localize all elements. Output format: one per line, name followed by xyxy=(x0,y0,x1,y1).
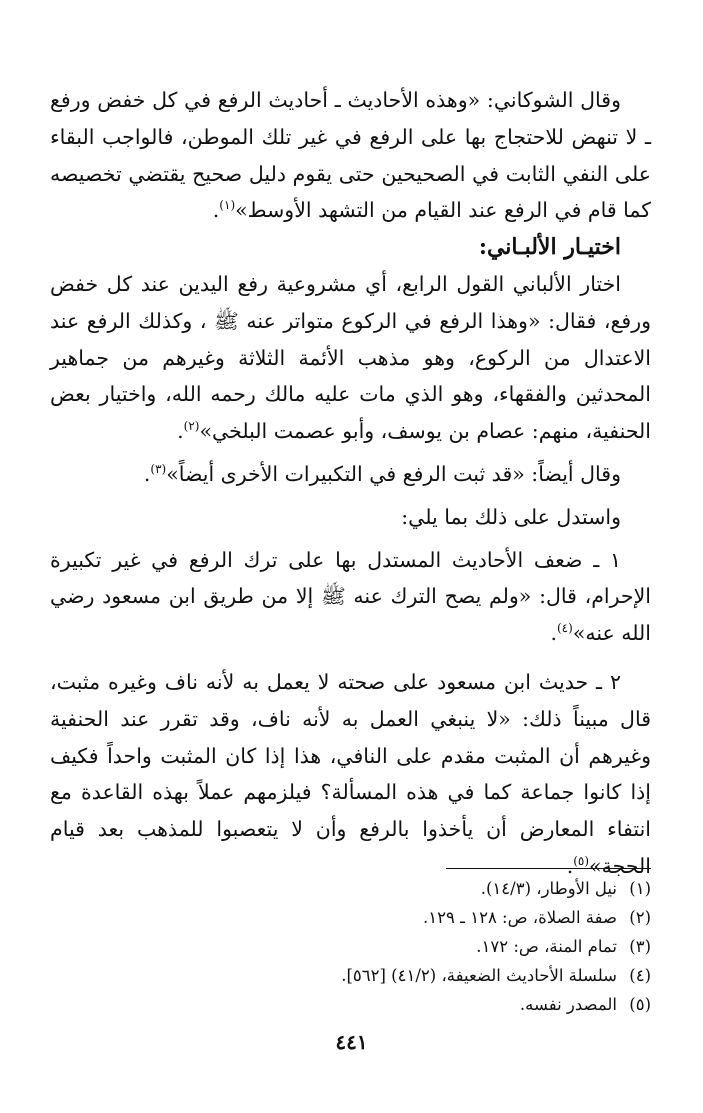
paragraph-albani-also xyxy=(50,456,651,493)
paragraph-text: ٢ ـ حديث ابن مسعود على صحته لا يعمل به لأنه ناف وغيره مثبت، قال مبيناً ذلك: «لا ينبغي العمل به لأنه ناف، وقد تقرر عند الحنفية وغيرهم أن المثبت مقدم على النافي، هذا إذا كان المثبت واحداً فكيف إذا كانوا جماعة كما في هذه المسألة؟ فيلزمهم عملاً بهذه القاعدة مع انتفاء المعارض أن يأخذوا بالرفع وأن لا يتعصبوا للمذهب بعد قيام الحجة» xyxy=(50,669,651,878)
footnote-text: سلسلة الأحاديث الضعيفة، (٤١/٢) [٥٦٢]. xyxy=(341,966,617,985)
footnote-number: (٢) xyxy=(629,908,651,927)
paragraph-shawkani-quote xyxy=(50,82,651,229)
footnote-ref-2[interactable]: (٢) xyxy=(183,419,200,434)
footnote-ref-4[interactable]: (٤) xyxy=(556,621,573,636)
footnote-ref-3[interactable]: (٣) xyxy=(150,462,167,477)
footnote-divider xyxy=(446,868,651,869)
page-number: ٤٤١ xyxy=(335,1030,368,1054)
footnote-text: نيل الأوطار، (١٤/٣). xyxy=(480,879,617,898)
footnote-number: (٥) xyxy=(629,995,651,1014)
paragraph-point-2 xyxy=(50,664,651,885)
paragraph-text: وقال الشوكاني: «وهذه الأحاديث ـ أحاديث الرفع في كل خفض ورفع ـ لا تنهض للاحتجاج بها على الرفع في غير تلك الموطن، فالواجب البقاء على النفي الثابت في الصحيحين حتى يقوم دليل صحيح يقتضي تخصيصه كما قام في الرفع عند القيام من التشهد الأوسط» xyxy=(50,88,651,223)
footnote-number: (٣) xyxy=(629,937,651,956)
period: . xyxy=(212,198,220,223)
main-text xyxy=(50,82,651,885)
footnote-ref-1[interactable]: (١) xyxy=(219,198,236,213)
paragraph-evidence-intro: واستدل على ذلك بما يلي: xyxy=(401,504,621,529)
footnote-number: (١) xyxy=(629,879,651,898)
footnote-item xyxy=(50,990,651,1019)
footnote-item xyxy=(50,932,651,961)
footnote-number: (٤) xyxy=(629,966,651,985)
period: . xyxy=(143,461,151,486)
paragraph-text: وقال أيضاً: «قد ثبت الرفع في التكبيرات الأخرى أيضاً» xyxy=(166,461,621,486)
period: . xyxy=(550,621,557,646)
paragraph-text: اختار الألباني القول الرابع، أي مشروعية رفع اليدين عند كل خفض ورفع، فقال: «وهذا الرفع في الركوع متواتر عنه ﷺ ، وكذلك الرفع عند الاعتدال من الركوع، وهو مذهب الأئمة الثلاثة وغيرهم من جماهير المحدثين والفقهاء، وهو الذي مات عليه مالك رحمه الله، واختيار بعض الحنفية، منهم: عصام بن يوسف، وأبو عصمت البلخي» xyxy=(50,271,652,444)
section-heading: اختيـار الألبـاني: xyxy=(478,234,621,261)
footnote-text: صفة الصلاة، ص: ١٢٨ ـ ١٢٩. xyxy=(423,908,617,927)
paragraph-text: ١ ـ ضعف الأحاديث المستدل بها على ترك الرفع في غير تكبيرة الإحرام، قال: «ولم يصح الترك عنه ﷺ إلا من طريق ابن مسعود رضي الله عنه» xyxy=(50,547,651,646)
footnote-ref-5[interactable]: (٥) xyxy=(573,854,590,869)
period: . xyxy=(177,419,184,444)
paragraph-point-1 xyxy=(50,542,651,652)
footnote-item xyxy=(50,961,651,990)
footnote-text: تمام المنة، ص: ١٧٢. xyxy=(476,937,617,956)
footnote-item xyxy=(50,903,651,932)
footnotes-list xyxy=(50,874,651,1019)
paragraph-albani-choice xyxy=(50,266,651,450)
period: . xyxy=(566,853,574,878)
footnote-text: المصدر نفسه. xyxy=(519,995,617,1014)
footnote-item xyxy=(50,874,651,903)
